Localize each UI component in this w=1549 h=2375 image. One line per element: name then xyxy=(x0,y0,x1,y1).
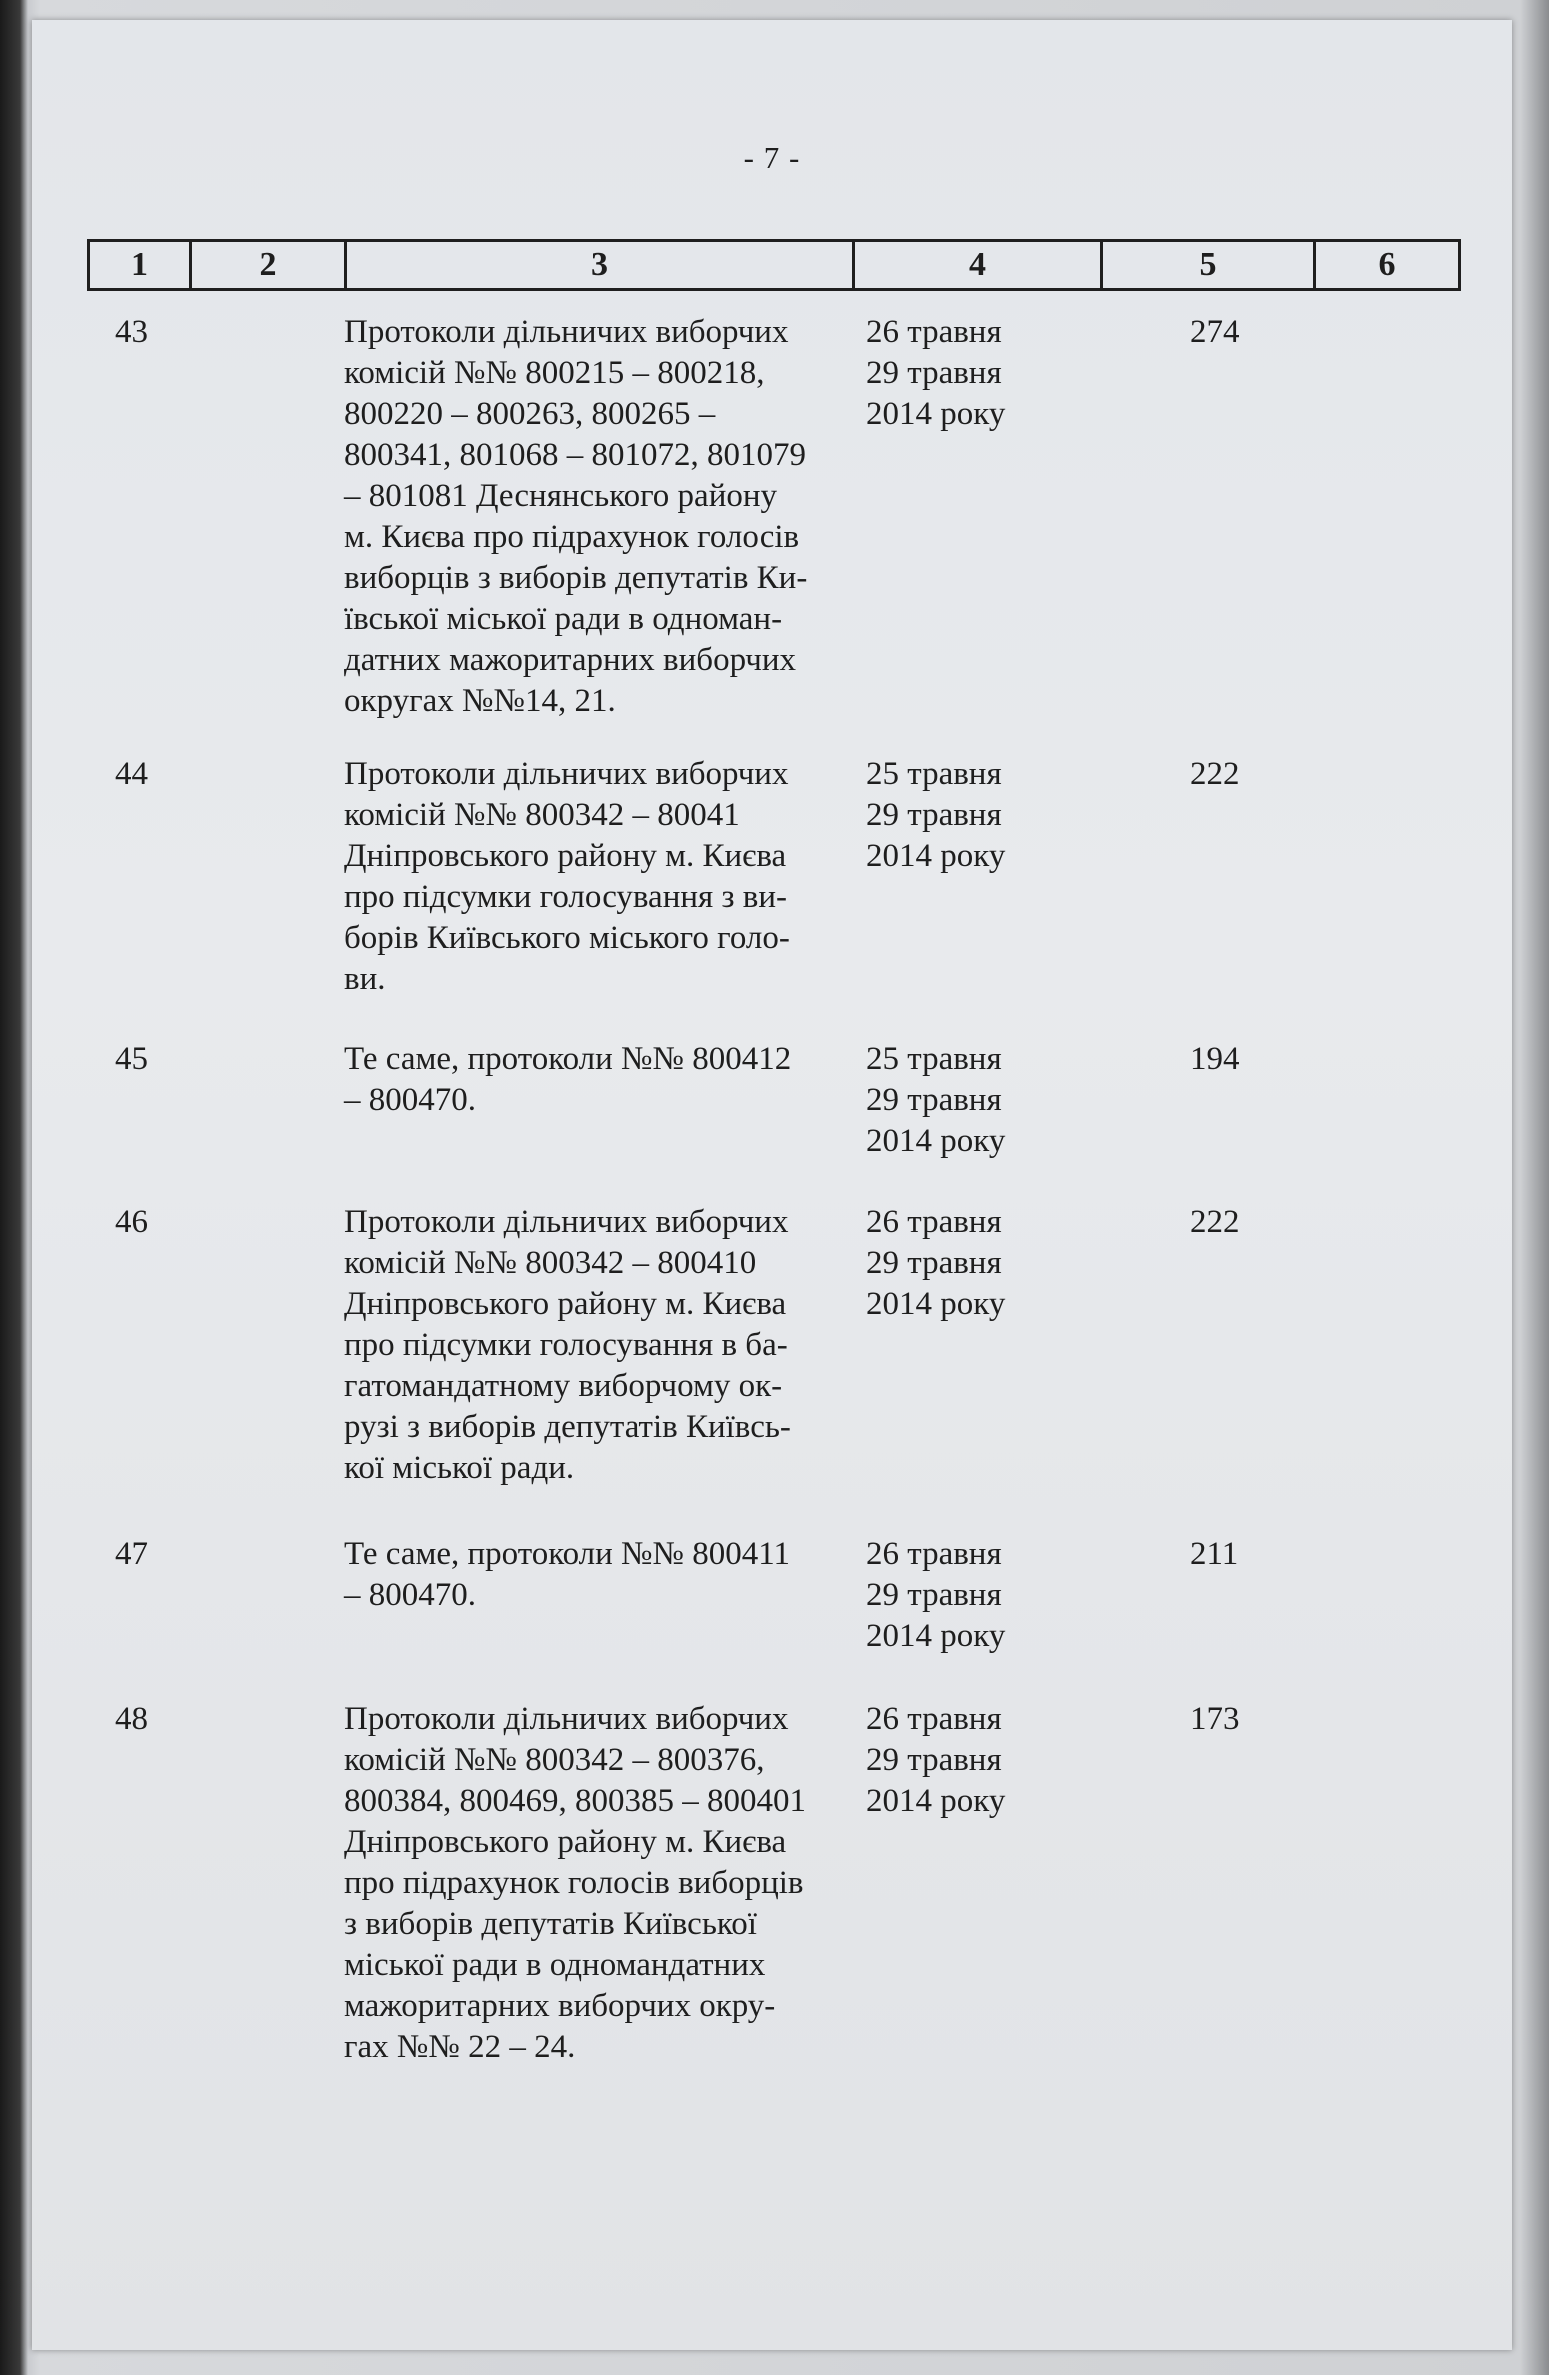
entry-number: 45 xyxy=(115,1041,148,1077)
entry-number: 43 xyxy=(115,314,148,350)
description-line: 800384, 800469, 800385 – 800401 xyxy=(344,1783,806,1819)
description-line: 800341, 801068 – 801072, 801079 xyxy=(344,437,806,473)
date-line: 29 травня xyxy=(866,355,1002,391)
description-line: ви. xyxy=(344,961,386,997)
date-line: 2014 року xyxy=(866,396,1006,432)
entry-description xyxy=(344,1534,894,1616)
description-line: Те саме, протоколи №№ 800412 xyxy=(344,1041,792,1077)
entry-sheet-count: 222 xyxy=(1190,756,1240,792)
date-line: 26 травня xyxy=(866,1536,1002,1572)
description-line: міської ради в одномандатних xyxy=(344,1947,766,1983)
description-line: ївської міської ради в одноман- xyxy=(344,601,783,637)
entry-dates xyxy=(866,1534,1066,1657)
description-line: з виборів депутатів Київської xyxy=(344,1906,757,1942)
description-line: рузі з виборів депутатів Київсь- xyxy=(344,1409,791,1445)
entry-dates xyxy=(866,754,1066,877)
entry-description xyxy=(344,1202,894,1489)
description-line: Дніпровського району м. Києва xyxy=(344,1286,787,1322)
page-number: - 7 - xyxy=(743,140,801,175)
entry-dates xyxy=(866,1699,1066,1822)
document-page xyxy=(32,20,1512,2350)
description-line: Те саме, протоколи №№ 800411 xyxy=(344,1536,791,1572)
date-line: 29 травня xyxy=(866,1577,1002,1613)
entry-sheet-count: 194 xyxy=(1190,1041,1240,1077)
entry-sheet-count: 222 xyxy=(1190,1204,1240,1240)
description-line: – 800470. xyxy=(344,1577,476,1613)
description-line: Протоколи дільничих виборчих xyxy=(344,314,789,350)
entry-description xyxy=(344,754,894,1000)
description-line: гатомандатному виборчому ок- xyxy=(344,1368,783,1404)
entry-dates xyxy=(866,312,1066,435)
column-header-2: 2 xyxy=(192,242,347,288)
description-line: комісій №№ 800342 – 800376, xyxy=(344,1742,765,1778)
entry-dates xyxy=(866,1039,1066,1162)
entry-description xyxy=(344,1699,894,2068)
entry-number: 46 xyxy=(115,1204,148,1240)
entry-description xyxy=(344,312,894,722)
description-line: 800220 – 800263, 800265 – xyxy=(344,396,716,432)
date-line: 25 травня xyxy=(866,756,1002,792)
description-line: – 801081 Деснянського району xyxy=(344,478,778,514)
date-line: 2014 року xyxy=(866,1123,1006,1159)
column-header-3: 3 xyxy=(347,242,855,288)
description-line: Протоколи дільничих виборчих xyxy=(344,756,789,792)
date-line: 29 травня xyxy=(866,1082,1002,1118)
description-line: округах №№14, 21. xyxy=(344,683,616,719)
description-line: борів Київського міського голо- xyxy=(344,920,790,956)
description-line: – 800470. xyxy=(344,1082,476,1118)
description-line: м. Києва про підрахунок голосів xyxy=(344,519,800,555)
entry-number: 44 xyxy=(115,756,148,792)
description-line: комісій №№ 800342 – 800410 xyxy=(344,1245,757,1281)
date-line: 26 травня xyxy=(866,1204,1002,1240)
entry-dates xyxy=(866,1202,1066,1325)
entry-number: 47 xyxy=(115,1536,148,1572)
description-line: датних мажоритарних виборчих xyxy=(344,642,797,678)
date-line: 2014 року xyxy=(866,1783,1006,1819)
column-header-5: 5 xyxy=(1103,242,1316,288)
entry-sheet-count: 211 xyxy=(1190,1536,1239,1572)
description-line: кої міської ради. xyxy=(344,1450,575,1486)
description-line: мажоритарних виборчих окру- xyxy=(344,1988,776,2024)
description-line: про підсумки голосування в ба- xyxy=(344,1327,788,1363)
date-line: 29 травня xyxy=(866,797,1002,833)
column-header-6: 6 xyxy=(1378,246,1396,283)
description-line: Протоколи дільничих виборчих xyxy=(344,1204,789,1240)
date-line: 2014 року xyxy=(866,838,1006,874)
description-line: про підсумки голосування з ви- xyxy=(344,879,787,915)
date-line: 29 травня xyxy=(866,1742,1002,1778)
description-line: Дніпровського району м. Києва xyxy=(344,1824,787,1860)
description-line: комісій №№ 800342 – 80041 xyxy=(344,797,740,833)
date-line: 2014 року xyxy=(866,1286,1006,1322)
entry-number: 48 xyxy=(115,1701,148,1737)
description-line: виборців з виборів депутатів Ки- xyxy=(344,560,808,596)
date-line: 2014 року xyxy=(866,1618,1006,1654)
column-header-4: 4 xyxy=(855,242,1103,288)
description-line: гах №№ 22 – 24. xyxy=(344,2029,576,2065)
date-line: 29 травня xyxy=(866,1245,1002,1281)
entry-sheet-count: 173 xyxy=(1190,1701,1240,1737)
date-line: 26 травня xyxy=(866,1701,1002,1737)
column-header-1: 1 xyxy=(90,242,192,288)
entry-description xyxy=(344,1039,894,1121)
description-line: про підрахунок голосів виборців xyxy=(344,1865,804,1901)
date-line: 26 травня xyxy=(866,314,1002,350)
description-line: Протоколи дільничих виборчих xyxy=(344,1701,789,1737)
date-line: 25 травня xyxy=(866,1041,1002,1077)
entry-sheet-count: 274 xyxy=(1190,314,1240,350)
description-line: Дніпровського району м. Києва xyxy=(344,838,787,874)
description-line: комісій №№ 800215 – 800218, xyxy=(344,355,765,391)
column-header-table xyxy=(87,239,1461,291)
